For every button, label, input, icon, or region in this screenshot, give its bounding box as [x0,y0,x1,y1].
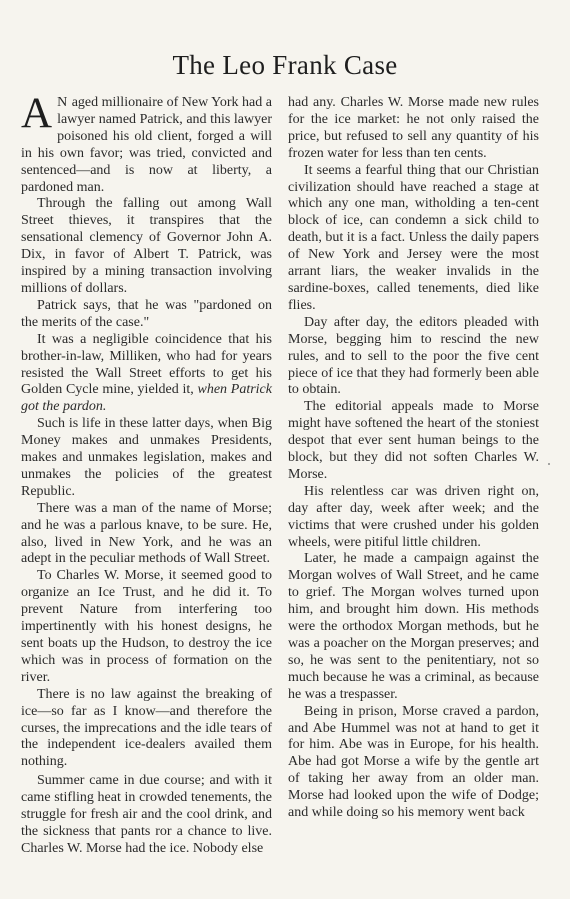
paragraph: Summer came in due course; and with it came stifling heat in crowded tenements, the struggle for fresh air and the cool drink, and the sickness that pants ror a chance to live. Charles W. Morse had the ice. Nobody else [21,773,272,856]
paragraph: Patrick says, that he was "pardoned on the merits of the case." [21,297,272,330]
paragraph [21,90,272,196]
article-title: The Leo Frank Case [172,50,398,80]
paragraph: Being in prison, Morse craved a pardon, and Abe Hummel was not at hand to get it for him. Abe was in Europe, for his health. Abe had got Morse a wife by the gentle art of taking her away from an older man. Morse had looked upon the wife of Dodge; and while doing so his memory went back [288,703,539,821]
drop-cap: A [21,90,53,137]
paragraph: The editorial appeals made to Morse might have softened the heart of the stoniest despot that ever sent human beings to the block, but they did not soften Charles W. Morse. [288,399,539,482]
italic-phrase: when Patrick got the pardon. [21,382,272,415]
paragraph: Such is life in these latter days, when Big Money makes and unmakes Presidents, makes and unmakes legislation, makes and unmakes the policies of the greatest Republic. [21,416,272,499]
paragraph [21,332,272,417]
paragraph-text: It was a negligible coincidence that his brother-in-law, Milliken, who had for years resisted the Wall Street efforts to get his Golden Cycle mine, yielded it, [21,331,272,398]
paragraph: There was a man of the name of Morse; and he was a parlous knave, to be sure. He, also, lived in New York, and he was an adept in the peculiar methods of Wall Street. [21,500,272,567]
right-column [288,95,539,822]
paragraph: There is no law against the breaking of ice—so far as I know—and therefore the curses, the imprecations and the idle tears of the independent ice-dealers availed them nothing. [21,686,272,770]
print-speck [548,463,550,465]
paragraph: It seems a fearful thing that our Christian civilization should have reached a stage at which any one man, witholding a ten-cent block of ice, can condemn a sick child to death, but it is a fact. Unless the daily papers of New York and Jersey were the most arrant liars, the weaker invalids in the sardine-boxes, called tenements, died like flies. [288,162,539,313]
paragraph: To Charles W. Morse, it seemed good to organize an Ice Trust, and he did it. To prevent Nature from interfering too impertinently with his honest designs, he sent boats up the Hudson, to destroy the ice which was in process of formation on the river. [21,568,272,685]
paragraph: His relentless car was driven right on, day after day, week after week; and the victims that were crushed under his golden wheels, were pitiful little children. [288,483,539,550]
left-column [21,90,272,858]
paragraph: Later, he made a campaign against the Morgan wolves of Wall Street, and he came to grief. The Morgan wolves turned upon him, and brought him down. His methods were the orthodox Morgan methods, but he was a poacher on the Morgan preserves; and so, he was sent to the penitentiary, not so much because he was a criminal, as because he was a trespasser. [288,551,539,702]
drop-cap-continuation: N [57,95,69,110]
paragraph: Day after day, the editors pleaded with Morse, begging him to rescind the new rules, and to sell to the poor the five cent piece of ice that they had formerly been able to obtain. [288,314,539,398]
paragraph: had any. Charles W. Morse made new rules for the ice market: he not only raised the price, but refused to sell any quantity of his frozen water for less than ten cents. [288,95,539,161]
paragraph-text: aged millionaire of New York had a lawyer named Patrick, and this lawyer poisoned his old client, forged a will in his own favor; was tried, convicted and sentenced—and is now at liberty, a pardoned man. [21,95,272,195]
paragraph: Through the falling out among Wall Street thieves, it transpires that the sensational clemency of Governor John A. Dix, in favor of Albert T. Patrick, was inspired by a mining transaction involving millions of dollars. [21,196,272,296]
